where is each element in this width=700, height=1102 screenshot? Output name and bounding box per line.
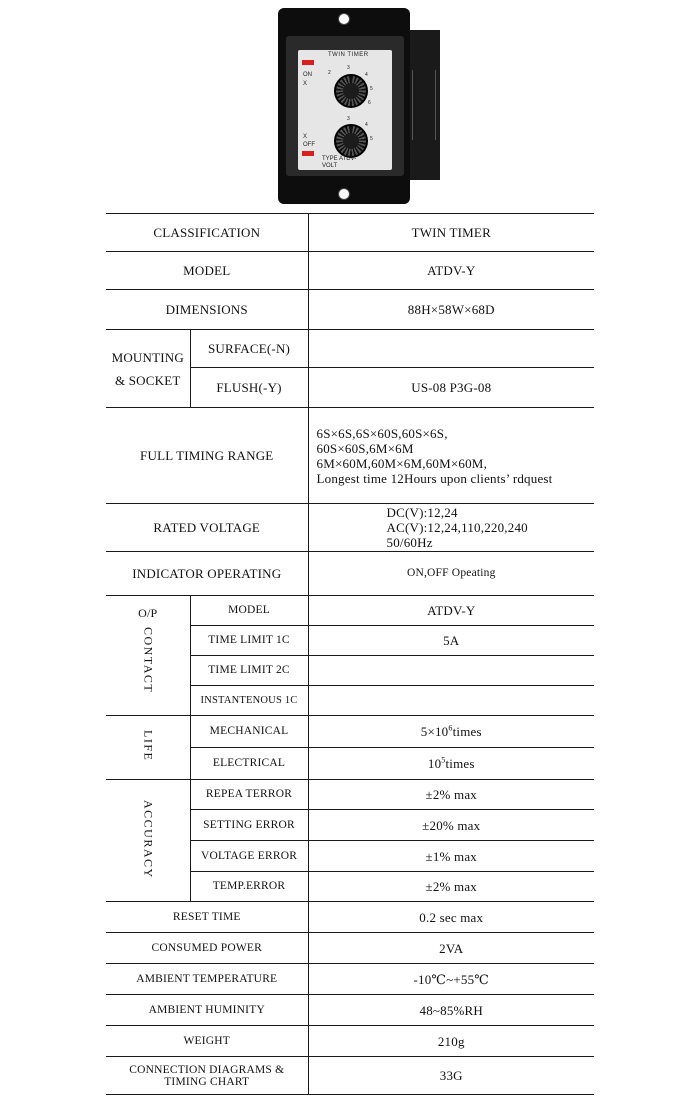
row-ambient-temperature <box>106 964 594 995</box>
volt-label: VOLT <box>322 163 338 169</box>
row-accuracy-repeat <box>106 780 594 810</box>
mount-hole-bottom <box>338 188 350 200</box>
life-vertical-label: LIFE <box>141 730 156 762</box>
indicator-label: INDICATOR OPERATING <box>106 552 308 596</box>
dial-tick: 5 <box>370 136 373 142</box>
row-mounting-surface <box>106 330 594 368</box>
mount-hole-top <box>338 13 350 25</box>
indicator-value: ON,OFF Opeating <box>308 552 594 596</box>
row-timing-range <box>106 408 594 504</box>
reset-time-value: 0.2 sec max <box>308 902 594 933</box>
timing-range-line: 6S×6S,6S×60S,60S×6S, <box>316 425 448 441</box>
life-electrical-label: ELECTRICAL <box>190 748 308 780</box>
contact-item-label: TIME LIMIT 2C <box>190 656 308 686</box>
row-connection <box>106 1057 594 1095</box>
life-electrical-value <box>308 748 594 780</box>
contact-item-label: MODEL <box>190 596 308 626</box>
life-mechanical-base: 5×10 <box>420 724 449 739</box>
life-electrical-exponent: 5 <box>441 755 446 765</box>
weight-label: WEIGHT <box>106 1026 308 1057</box>
model-value: ATDV-Y <box>308 252 594 290</box>
surface-value <box>308 330 594 368</box>
dial-tick: 4 <box>365 122 368 128</box>
contact-item-value: 5A <box>308 626 594 656</box>
row-contact-model <box>106 596 594 626</box>
rated-voltage-line: 50/60Hz <box>386 535 433 550</box>
row-weight <box>106 1026 594 1057</box>
row-life-mechanical <box>106 716 594 748</box>
weight-value: 210g <box>308 1026 594 1057</box>
classification-label: CLASSIFICATION <box>106 214 308 252</box>
device-panel <box>286 36 404 176</box>
x-label-top: X <box>303 81 308 87</box>
dial-tick: 6 <box>368 100 371 106</box>
mounting-label-line1: MOUNTING <box>111 349 184 365</box>
device-side-housing <box>406 30 440 180</box>
contact-item-label: INSTANTENOUS 1C <box>190 686 308 716</box>
twin-timer-product-image <box>278 8 440 204</box>
ambient-humidity-value: 48~85%RH <box>308 995 594 1026</box>
dial-tick: 5 <box>370 86 373 92</box>
dimensions-value: 88H×58W×68D <box>308 290 594 330</box>
timing-range-line: 6M×60M,60M×6M,60M×60M, <box>316 455 488 471</box>
flush-label: FLUSH(-Y) <box>190 368 308 408</box>
classification-value: TWIN TIMER <box>308 214 594 252</box>
type-label: TYPE ATDV- <box>322 156 357 162</box>
row-consumed-power <box>106 933 594 964</box>
timing-range-line: 60S×60S,6M×6M <box>316 440 414 456</box>
x-label-bottom: X <box>303 134 308 140</box>
row-reset-time <box>106 902 594 933</box>
accuracy-item-label: TEMP.ERROR <box>190 872 308 902</box>
dimensions-label: DIMENSIONS <box>106 290 308 330</box>
accuracy-group-label <box>106 780 190 902</box>
timing-range-value <box>308 408 594 504</box>
surface-label: SURFACE(-N) <box>190 330 308 368</box>
spec-table <box>106 213 594 1095</box>
dial-tick: 2 <box>328 70 331 76</box>
off-indicator-led <box>302 151 314 156</box>
row-indicator <box>106 552 594 596</box>
off-label: OFF <box>303 142 315 148</box>
dial-tick: 3 <box>347 65 350 71</box>
rated-voltage-line: AC(V):12,24,110,220,240 <box>386 520 528 535</box>
timing-range-line: Longest time 12Hours upon clients’ rdquest <box>316 470 553 486</box>
contact-item-label: TIME LIMIT 1C <box>190 626 308 656</box>
consumed-power-label: CONSUMED POWER <box>106 933 308 964</box>
consumed-power-value: 2VA <box>308 933 594 964</box>
row-model <box>106 252 594 290</box>
mounting-label <box>106 330 190 408</box>
rated-voltage-value <box>308 504 594 552</box>
device-front-bezel <box>278 8 410 204</box>
dial-tick: 4 <box>365 72 368 78</box>
device-face-title: TWIN TIMER <box>328 52 369 58</box>
connection-label-line2: TIMING CHART <box>164 1075 250 1088</box>
rated-voltage-label: RATED VOLTAGE <box>106 504 308 552</box>
ambient-temperature-label: AMBIENT TEMPERATURE <box>106 964 308 995</box>
life-electrical-unit: times <box>445 756 475 771</box>
mounting-label-line2: & SOCKET <box>114 372 181 388</box>
ambient-temperature-value: -10℃~+55℃ <box>308 964 594 995</box>
contact-item-value <box>308 656 594 686</box>
accuracy-item-label: SETTING ERROR <box>190 810 308 841</box>
time-dial-on-knob[interactable] <box>334 74 368 108</box>
row-ambient-humidity <box>106 995 594 1026</box>
contact-vertical-label: CONTACT <box>141 627 156 694</box>
contact-group-label <box>106 596 190 716</box>
life-electrical-base: 10 <box>427 756 442 771</box>
connection-label-line1: CONNECTION DIAGRAMS & <box>129 1063 285 1076</box>
connection-label <box>106 1057 308 1095</box>
contact-item-value: ATDV-Y <box>308 596 594 626</box>
accuracy-vertical-label: ACCURACY <box>141 799 156 879</box>
timing-range-label: FULL TIMING RANGE <box>106 408 308 504</box>
op-label: O/P <box>138 606 158 621</box>
accuracy-item-value: ±1% max <box>308 841 594 872</box>
flush-value: US-08 P3G-08 <box>308 368 594 408</box>
reset-time-label: RESET TIME <box>106 902 308 933</box>
connection-value: 33G <box>308 1057 594 1095</box>
ambient-humidity-label: AMBIENT HUMINITY <box>106 995 308 1026</box>
time-dial-off-knob[interactable] <box>334 124 368 158</box>
on-indicator-led <box>302 60 314 65</box>
accuracy-item-label: VOLTAGE ERROR <box>190 841 308 872</box>
accuracy-item-value: ±20% max <box>308 810 594 841</box>
accuracy-item-value: ±2% max <box>308 780 594 810</box>
contact-item-value <box>308 686 594 716</box>
accuracy-item-value: ±2% max <box>308 872 594 902</box>
life-group-label <box>106 716 190 780</box>
row-rated-voltage <box>106 504 594 552</box>
life-mechanical-label: MECHANICAL <box>190 716 308 748</box>
rated-voltage-line: DC(V):12,24 <box>386 505 458 520</box>
dial-tick: 3 <box>347 116 350 122</box>
on-label: ON <box>303 72 312 78</box>
row-classification <box>106 214 594 252</box>
life-mechanical-unit: times <box>452 724 482 739</box>
model-label: MODEL <box>106 252 308 290</box>
device-faceplate <box>298 50 392 170</box>
life-mechanical-value <box>308 716 594 748</box>
life-mechanical-exponent: 6 <box>448 723 453 733</box>
accuracy-item-label: REPEA TERROR <box>190 780 308 810</box>
row-dimensions <box>106 290 594 330</box>
